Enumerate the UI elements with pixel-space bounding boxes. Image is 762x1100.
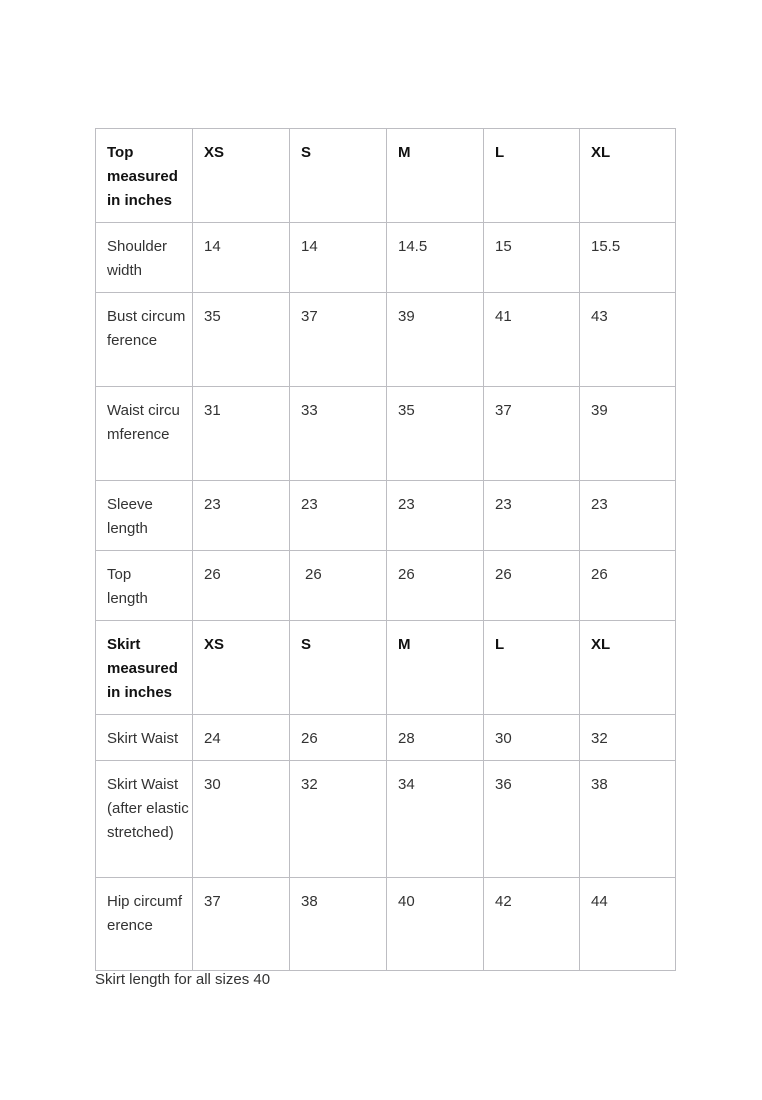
table-cell: 14 bbox=[193, 223, 290, 293]
row-label: Sleeve length bbox=[96, 481, 193, 551]
table-cell: 30 bbox=[193, 761, 290, 878]
table-cell: 37 bbox=[290, 293, 387, 387]
table-cell: 31 bbox=[193, 387, 290, 481]
table-cell: 33 bbox=[290, 387, 387, 481]
table-cell: 44 bbox=[580, 878, 676, 971]
table-row bbox=[96, 293, 676, 387]
table-cell: 14 bbox=[290, 223, 387, 293]
top-section-title: Top measured in inches bbox=[96, 129, 193, 223]
table-row bbox=[96, 387, 676, 481]
top-header-row bbox=[96, 129, 676, 223]
table-cell: 36 bbox=[484, 761, 580, 878]
table-cell: 14.5 bbox=[387, 223, 484, 293]
row-label: Top length bbox=[96, 551, 193, 621]
size-m-header: M bbox=[387, 129, 484, 223]
table-row bbox=[96, 481, 676, 551]
row-label: Shoulder width bbox=[96, 223, 193, 293]
table-cell: 24 bbox=[193, 715, 290, 761]
table-cell: 35 bbox=[387, 387, 484, 481]
table-cell: 23 bbox=[387, 481, 484, 551]
table-cell: 26 bbox=[193, 551, 290, 621]
table-cell: 39 bbox=[580, 387, 676, 481]
row-label: Hip circumference bbox=[96, 878, 193, 971]
table-cell: 23 bbox=[484, 481, 580, 551]
table-cell: 26 bbox=[387, 551, 484, 621]
row-label: Waist circumference bbox=[96, 387, 193, 481]
table-row bbox=[96, 551, 676, 621]
table-cell: 42 bbox=[484, 878, 580, 971]
size-s-header: S bbox=[290, 129, 387, 223]
size-xl-header: XL bbox=[580, 621, 676, 715]
table-cell: 37 bbox=[193, 878, 290, 971]
row-label: Bust circumference bbox=[96, 293, 193, 387]
table-cell: 26 bbox=[580, 551, 676, 621]
size-l-header: L bbox=[484, 621, 580, 715]
table-cell: 32 bbox=[580, 715, 676, 761]
table-cell: 15 bbox=[484, 223, 580, 293]
table-row bbox=[96, 878, 676, 971]
table-row bbox=[96, 223, 676, 293]
table-cell: 26 bbox=[484, 551, 580, 621]
size-xs-header: XS bbox=[193, 621, 290, 715]
table-cell: 23 bbox=[193, 481, 290, 551]
skirt-length-note: Skirt length for all sizes 40 bbox=[95, 971, 271, 988]
size-m-header: M bbox=[387, 621, 484, 715]
table-cell: 30 bbox=[484, 715, 580, 761]
table-row bbox=[96, 761, 676, 878]
table-cell: 23 bbox=[290, 481, 387, 551]
table-cell: 32 bbox=[290, 761, 387, 878]
table-cell: 26 bbox=[290, 551, 387, 621]
table-cell: 39 bbox=[387, 293, 484, 387]
size-l-header: L bbox=[484, 129, 580, 223]
table-cell: 35 bbox=[193, 293, 290, 387]
table-row bbox=[96, 715, 676, 761]
table-cell: 43 bbox=[580, 293, 676, 387]
row-label: Skirt Waist bbox=[96, 715, 193, 761]
size-chart-table bbox=[95, 128, 676, 971]
table-cell: 37 bbox=[484, 387, 580, 481]
size-xs-header: XS bbox=[193, 129, 290, 223]
table-cell: 26 bbox=[290, 715, 387, 761]
size-xl-header: XL bbox=[580, 129, 676, 223]
table-cell: 28 bbox=[387, 715, 484, 761]
table-cell: 38 bbox=[580, 761, 676, 878]
table-cell: 34 bbox=[387, 761, 484, 878]
table-cell: 15.5 bbox=[580, 223, 676, 293]
table-cell: 38 bbox=[290, 878, 387, 971]
row-label: Skirt Waist (after elastic stretched) bbox=[96, 761, 193, 878]
table-cell: 23 bbox=[580, 481, 676, 551]
table-cell: 40 bbox=[387, 878, 484, 971]
size-s-header: S bbox=[290, 621, 387, 715]
table-cell: 41 bbox=[484, 293, 580, 387]
skirt-header-row bbox=[96, 621, 676, 715]
skirt-section-title: Skirt measured in inches bbox=[96, 621, 193, 715]
